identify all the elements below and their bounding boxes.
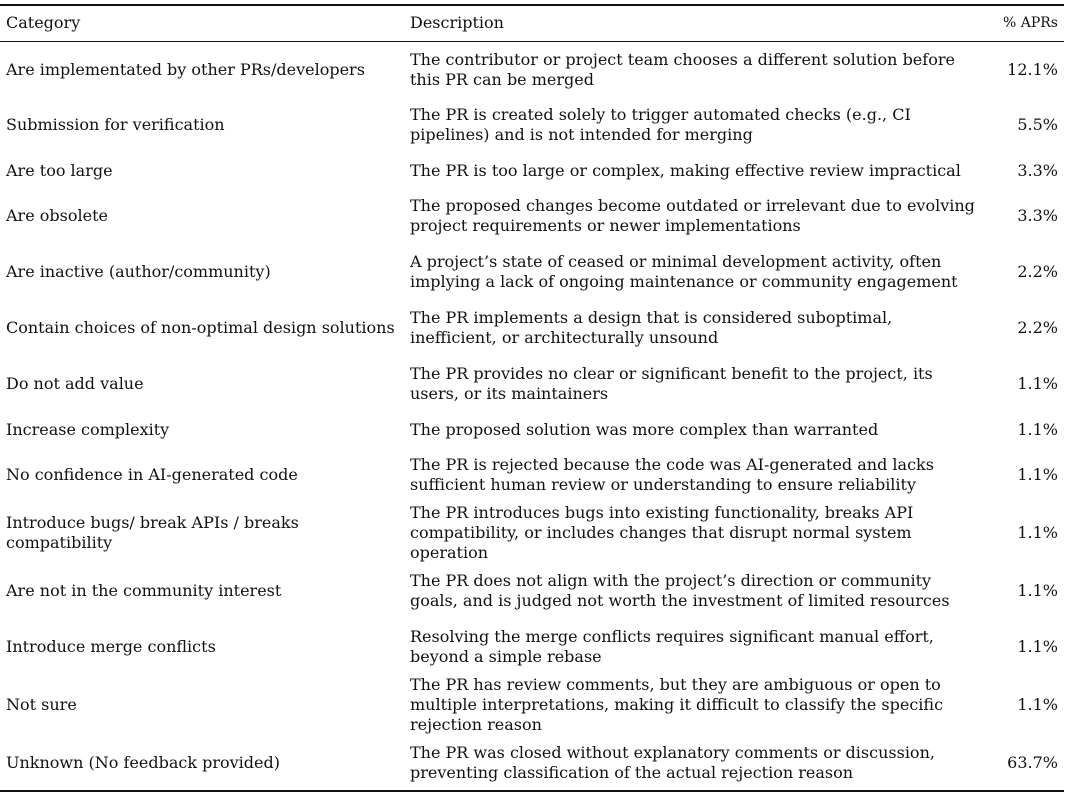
row-apr-percent: 1.1% [1017,637,1058,656]
row-apr-percent: 5.5% [1017,115,1058,134]
row-apr-percent: 1.1% [1017,523,1058,542]
table-row [0,41,1064,97]
row-description: The PR was closed without explanatory comments or discussion, preventing classification of the actual rejection reason [404,735,994,791]
row-description: The proposed changes become outdated or irrelevant due to evolving project requirements or newer implementations [410,196,975,235]
table-row [0,188,1064,244]
row-apr-percent: 2.2% [1017,318,1058,337]
row-category: Are inactive (author/community) [6,262,271,281]
table-row [0,97,1064,153]
table-row [0,300,1064,356]
table-body [0,41,1064,791]
row-apr-percent: 1.1% [1017,695,1058,714]
row-description: The PR has review comments, but they are ambiguous or open to multiple interpretations, making it difficult to classify the specific rejection reason [410,675,944,734]
table-row [0,412,1064,447]
rejection-categories-table [0,4,1064,792]
row-description: The PR introduces bugs into existing functionality, breaks API compatibility, or includes changes that disrupt normal system operation [410,503,914,562]
row-apr-percent: 3.3% [1017,160,1058,180]
header-row [0,5,1064,41]
row-description: Resolving the merge conflicts requires significant manual effort, beyond a simple rebase [410,627,934,666]
table-row [0,675,1064,735]
row-apr-percent: 63.7% [994,735,1064,791]
row-description: The PR is rejected because the code was AI-generated and lacks sufficient human review or understanding to ensure reliability [410,455,934,494]
header-description: Description [404,5,994,41]
row-apr-percent: 3.3% [1017,206,1058,225]
row-category: Increase complexity [6,419,170,439]
row-description: The proposed solution was more complex than warranted [410,419,879,439]
row-category: Unknown (No feedback provided) [0,735,404,791]
row-description: The PR provides no clear or significant benefit to the project, its users, or its maintainers [410,364,933,403]
row-description: The PR does not align with the project’s direction or community goals, and is judged not worth the investment of limited resources [410,571,950,610]
row-apr-percent: 1.1% [1017,465,1058,484]
table-row [0,563,1064,619]
row-category: Introduce merge conflicts [6,637,216,656]
row-apr-percent: 2.2% [1017,262,1058,281]
row-category: Are obsolete [6,206,108,225]
row-category: Submission for verification [6,115,225,134]
table-row [0,619,1064,675]
row-category: No confidence in AI-generated code [6,465,298,484]
row-category: Are too large [6,160,113,180]
table-row [0,503,1064,563]
header-category: Category [0,5,404,41]
row-description: The PR implements a design that is considered suboptimal, inefficient, or architecturally unsound [410,308,893,347]
row-description: The PR is created solely to trigger automated checks (e.g., CI pipelines) and is not intended for merging [410,105,911,144]
row-apr-percent: 12.1% [1007,60,1058,80]
row-description: A project’s state of ceased or minimal development activity, often implying a lack of ongoing maintenance or community engagement [410,252,958,291]
row-apr-percent: 1.1% [1017,581,1058,600]
row-apr-percent: 1.1% [1017,419,1058,439]
row-category: Not sure [6,695,77,714]
header-apr-percent: % APRs [994,5,1064,41]
row-description: The PR is too large or complex, making effective review impractical [410,160,961,180]
table-row [0,735,1064,791]
row-category: Are not in the community interest [6,581,282,600]
row-category: Introduce bugs/ break APIs / breaks compatibility [6,513,299,552]
row-category: Contain choices of non-optimal design solutions [6,318,395,337]
row-category: Do not add value [6,374,144,393]
row-description: The contributor or project team chooses a different solution before this PR can be merged [410,50,955,90]
table-row [0,447,1064,503]
table-row [0,356,1064,412]
table-row [0,153,1064,188]
row-apr-percent: 1.1% [1017,374,1058,393]
table-row [0,244,1064,300]
row-category: Are implementated by other PRs/developers [6,60,365,80]
table-header [0,5,1064,41]
